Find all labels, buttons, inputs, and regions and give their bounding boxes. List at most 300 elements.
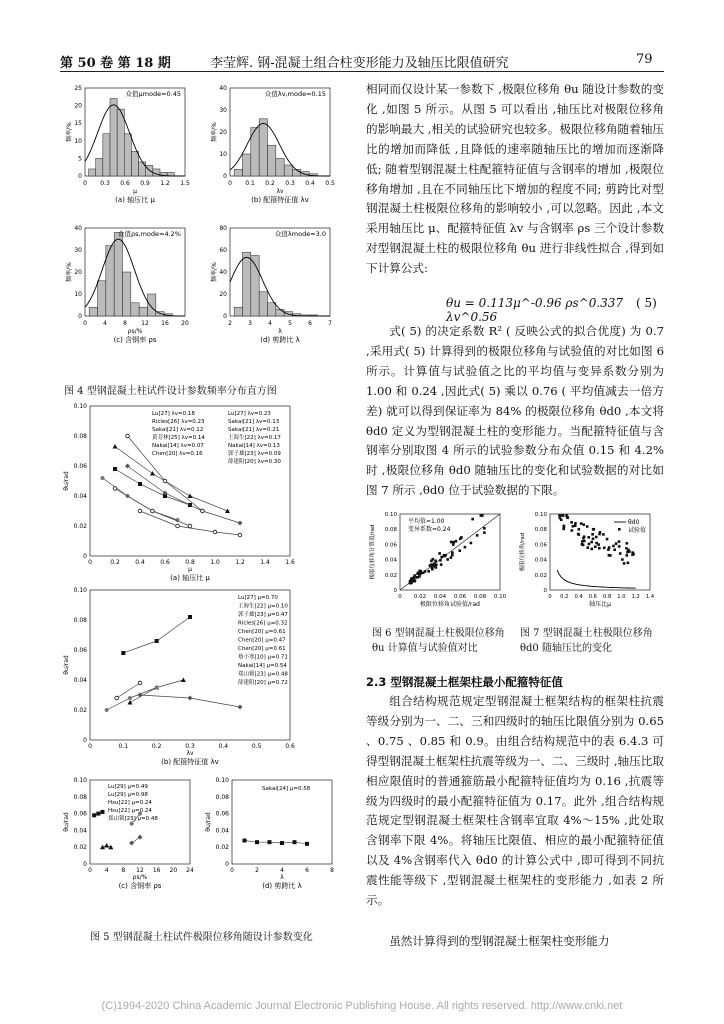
y-tick-label: 0.02 (73, 707, 87, 714)
histogram-bar (148, 294, 156, 316)
y-tick-label: 0.02 (73, 844, 87, 852)
y-tick-label: 0.08 (73, 617, 87, 624)
y-tick-label: 0.08 (215, 793, 229, 801)
x-tick-label: 0.9 (140, 180, 150, 187)
data-point (188, 494, 193, 499)
histogram-bar (276, 309, 284, 316)
x-tick-label: 0 (88, 867, 92, 874)
histogram-a (65, 85, 190, 204)
y-tick-label: 20 (219, 291, 227, 298)
x-tick-label: 0 (83, 180, 87, 187)
data-point (570, 521, 573, 524)
running-title: 李莹辉. 钢-混凝土组合柱变形能力及轴压比限值研究 (210, 56, 509, 71)
x-tick-label: 0.3 (100, 180, 110, 187)
journal-issue: 第 50 卷 第 18 期 (60, 56, 171, 71)
legend-entry: Ricles[26] μ=0.32 (238, 620, 288, 627)
data-point (129, 841, 134, 846)
x-tick-label: 16 (152, 867, 161, 874)
y-axis-label: θu/rad (205, 812, 212, 832)
line-plot (63, 587, 295, 766)
x-tick-label: 16 (161, 320, 169, 327)
x-tick-label: 8 (330, 867, 334, 874)
data-point (615, 542, 618, 545)
y-axis-label: θu/rad (63, 655, 70, 675)
data-point (128, 696, 132, 700)
data-point (104, 843, 109, 848)
subfigure-label: (b) 配箍特征值 λv (251, 196, 309, 204)
x-tick-label: 0.1 (118, 743, 129, 750)
scatter-plot-7 (518, 512, 655, 608)
y-tick-label: 0 (83, 861, 87, 868)
x-tick-label: 1.4 (260, 559, 270, 566)
data-point (155, 639, 159, 643)
y-tick-label: 0.10 (215, 777, 229, 784)
x-tick-label: 0.4 (305, 180, 315, 187)
x-axis-label: λv (186, 750, 194, 757)
x-tick-label: 7 (328, 320, 332, 327)
y-tick-label: 40 (74, 225, 82, 232)
line-plot (63, 403, 295, 582)
data-point (598, 547, 601, 550)
x-tick-label: 6 (308, 320, 312, 327)
data-point (96, 812, 100, 816)
x-tick-label: 0.6 (160, 559, 170, 566)
data-point (452, 543, 455, 546)
data-point (592, 537, 595, 540)
data-point (268, 840, 272, 844)
y-tick-label: 0.10 (73, 403, 87, 410)
histogram-bar (89, 169, 96, 176)
x-tick-label: 0 (83, 320, 87, 327)
subfigure-label: (c) 含钢率 ρs (113, 336, 157, 344)
histogram-bar (103, 134, 110, 176)
y-tick-label: 0.04 (384, 557, 397, 564)
data-point (606, 538, 609, 541)
data-point (238, 705, 243, 710)
data-point (439, 559, 442, 562)
histogram-bar (234, 169, 242, 176)
data-point (607, 548, 610, 551)
legend-entry: 王海生[22] μ=0.10 (238, 603, 288, 610)
data-point (225, 509, 230, 514)
paragraph-4: 虽然计算得到的型钢混凝土框架柱变形能力 (389, 934, 610, 948)
data-point (459, 537, 462, 540)
x-tick-label: 5 (288, 320, 292, 327)
data-point (627, 562, 630, 565)
y-axis-label: 极限位移角/rad (520, 532, 526, 572)
figure-5-caption: 图 5 型钢混凝土柱试件极限位移角随设计参数变化 (90, 932, 313, 943)
mode-label: 众值λv,mode=0.15 (264, 90, 326, 98)
data-point (578, 533, 581, 536)
data-point (201, 509, 205, 513)
y-tick-label: 10 (74, 291, 82, 298)
x-tick-label: 1.2 (235, 559, 245, 566)
histogram-bar (268, 303, 276, 316)
data-point (419, 573, 422, 576)
y-tick-label: 0 (83, 737, 87, 744)
x-tick-label: 0 (88, 743, 92, 750)
x-tick-label: 24 (186, 867, 194, 874)
x-tick-label: 1.0 (210, 559, 220, 566)
data-point (181, 678, 186, 683)
x-tick-label: 8 (123, 320, 127, 327)
theta-d0-curve (557, 570, 636, 588)
histogram-bar (114, 232, 122, 316)
data-point (618, 545, 621, 548)
legend-entry: 郭子雄[23] μ=0.47 (238, 612, 288, 618)
x-tick-label: 0.2 (151, 743, 162, 750)
histogram-bar (259, 119, 267, 176)
histogram-c (65, 225, 189, 344)
x-tick-label: 20 (181, 320, 189, 327)
y-tick-label: 5 (78, 155, 82, 163)
data-point (574, 524, 577, 527)
data-point (626, 542, 629, 545)
legend-entry: Hsu[22] μ=0.24 (108, 808, 152, 814)
legend-entry: Nakai[14] μ=0.54 (238, 663, 287, 669)
data-point (586, 546, 589, 549)
page-number: 79 (636, 52, 653, 67)
x-tick-label: 1.6 (285, 559, 295, 566)
y-tick-label: 0.06 (534, 542, 547, 549)
subfigure-label: (a) 轴压比 μ (170, 574, 210, 582)
y-tick-label: 0.08 (384, 527, 397, 534)
y-tick-label: 0.04 (73, 677, 87, 684)
y-tick-label: 0 (393, 588, 397, 594)
data-point (618, 540, 621, 543)
data-point (138, 482, 142, 486)
data-point (293, 840, 297, 844)
x-tick-label: 1.4 (645, 594, 655, 600)
y-tick-label: 0.04 (215, 827, 229, 835)
data-point (561, 514, 564, 517)
legend-entry: 郑山锁[23] μ=0.48 (108, 816, 158, 822)
y-tick-label: 40 (219, 269, 227, 276)
y-tick-label: 0.02 (384, 572, 397, 579)
data-point (151, 509, 155, 513)
x-axis-label: λ (280, 874, 284, 881)
figure-6 (366, 508, 516, 618)
data-point (593, 528, 596, 531)
data-point (628, 550, 631, 553)
data-point (92, 813, 96, 817)
legend-entry: θd0 (628, 519, 640, 526)
data-point (559, 517, 562, 520)
data-point (416, 572, 419, 575)
legend-entry: Chen[20] λv=0.16 (152, 451, 203, 457)
y-tick-label: 0 (78, 173, 82, 180)
data-point (595, 536, 598, 539)
y-tick-label: 0.06 (73, 647, 87, 654)
subfigure-label: (d) 剪跨比 λ (260, 336, 300, 344)
data-point (464, 546, 467, 549)
x-tick-label: 12 (141, 320, 149, 327)
x-tick-label: 1.5 (180, 180, 190, 187)
data-point (603, 546, 606, 549)
x-tick-label: 0.2 (265, 180, 275, 187)
data-point (188, 524, 192, 528)
legend-entry: Lu[29] μ=0.49 (108, 784, 148, 790)
data-point (440, 563, 443, 566)
mode-label: 众值λmode=3.0 (274, 230, 326, 238)
y-tick-label: 0.06 (73, 810, 87, 818)
equation-body: θu = 0.113μ^-0.96 ρs^0.337 λv^0.56 (446, 296, 624, 324)
x-axis-label: 轴压比μ (589, 601, 611, 608)
scatter-plot-6 (368, 512, 507, 608)
y-tick-label: 0 (225, 861, 229, 868)
data-point (586, 525, 589, 528)
data-point (438, 552, 441, 555)
x-tick-label: 0.6 (588, 594, 597, 600)
data-point (582, 544, 585, 547)
x-tick-label: 0.1 (245, 180, 255, 187)
x-axis-label: ρs/% (132, 874, 148, 881)
data-point (431, 568, 434, 571)
x-tick-label: 0.3 (185, 743, 195, 750)
y-axis-label: θu/rad (63, 812, 70, 832)
data-point (590, 548, 593, 551)
data-point (602, 533, 605, 536)
y-tick-label: 0 (223, 173, 227, 180)
data-point (566, 516, 569, 519)
histogram-bar (259, 292, 267, 316)
data-point (150, 471, 155, 476)
y-tick-label: 0.02 (73, 523, 87, 530)
x-tick-label: 0.2 (110, 559, 120, 566)
legend-entry: 薛建阳[20] λv=0.30 (228, 459, 281, 465)
subfigure-label: (c) 含钢率 ρs (118, 882, 162, 890)
legend-entry: Chen[20] μ=0.61 (238, 646, 286, 652)
x-tick-label: 6 (305, 867, 309, 874)
data-point (188, 696, 193, 701)
x-tick-label: 0.3 (285, 180, 295, 187)
y-axis-label: θu/rad (63, 471, 70, 491)
data-point (125, 464, 130, 469)
legend-entry: Chen[20] μ=0.61 (238, 629, 286, 635)
legend-entry: 黄芳林[25] λv=0.14 (152, 435, 205, 441)
x-tick-label: 4 (268, 320, 272, 327)
y-tick-label: 0.10 (384, 512, 397, 518)
data-point (138, 835, 143, 840)
data-point (572, 525, 575, 528)
legend-entry: Lu[29] μ=0.98 (108, 792, 148, 798)
y-tick-label: 10 (74, 137, 82, 145)
data-point (238, 533, 242, 537)
y-axis-label: 频率/% (66, 262, 73, 282)
data-point (280, 841, 284, 845)
data-point (588, 543, 591, 546)
data-point (483, 527, 486, 530)
y-axis-label: 频率/% (211, 122, 218, 142)
line-plot (63, 777, 194, 890)
legend-entry: Lu[27] λv=0.18 (152, 411, 195, 417)
data-point (450, 556, 453, 559)
data-point (434, 559, 437, 562)
legend-entry: Hsu[22] μ=0.24 (108, 800, 152, 806)
data-point (113, 487, 117, 491)
y-tick-label: 0 (543, 588, 547, 594)
mode-label: 众值ρs,mode=4.2% (118, 230, 181, 238)
data-point (138, 509, 142, 513)
y-tick-label: 0.04 (73, 827, 87, 835)
data-point (138, 681, 142, 685)
mode-label: 众值μmode=0.45 (125, 90, 181, 98)
y-tick-label: 0.10 (534, 512, 547, 518)
plot-frame (232, 780, 332, 864)
x-tick-label: 0.4 (135, 559, 145, 566)
data-point (578, 528, 581, 531)
histogram-bar (98, 281, 106, 316)
data-point (255, 840, 259, 844)
data-point (440, 556, 443, 559)
line-plot (205, 777, 334, 890)
data-point (433, 562, 436, 565)
y-tick-label: 0.08 (534, 527, 547, 534)
x-tick-label: 12 (136, 867, 144, 874)
x-tick-label: 0.08 (473, 594, 487, 600)
data-point (582, 523, 585, 526)
data-point (625, 547, 628, 550)
data-point (446, 558, 449, 561)
data-point (483, 531, 486, 534)
data-point (435, 566, 438, 569)
histogram-bar (131, 151, 138, 176)
y-tick-label: 20 (219, 129, 227, 136)
x-tick-label: 0 (548, 594, 552, 600)
legend-entry: Sakai[24] μ=0.58 (262, 786, 311, 792)
x-tick-label: 1.2 (631, 594, 640, 600)
data-point (243, 838, 247, 842)
data-point (609, 554, 612, 557)
series-line (123, 617, 190, 653)
x-tick-label: 1.0 (617, 594, 626, 600)
x-tick-label: 2 (228, 320, 232, 327)
copyright-footer: (C)1994-2020 China Academic Journal Electronic Publishing House. All rights reserved. http://www.cnki.net (101, 1000, 623, 1012)
y-tick-label: 0.06 (73, 463, 87, 470)
data-point (305, 842, 309, 846)
histogram-bar (276, 158, 284, 176)
series-line (245, 841, 308, 844)
histogram-b (210, 85, 335, 204)
y-axis-label: 频率/% (66, 122, 73, 142)
histogram-bar (243, 154, 251, 176)
legend-entry: Nakai[14] λv=0.13 (228, 443, 280, 449)
data-point (416, 576, 419, 579)
x-tick-label: 0.4 (218, 743, 229, 750)
x-tick-label: 0.5 (251, 743, 262, 750)
legend-entry: Sakai[21] λv=0.13 (228, 419, 280, 425)
y-tick-label: 20 (74, 269, 82, 276)
data-point (590, 541, 593, 544)
x-tick-label: 4 (280, 867, 284, 874)
y-tick-label: 0 (78, 313, 82, 320)
x-axis-label: 极限位移角试验值/rad (420, 601, 480, 608)
y-tick-label: 0.08 (73, 433, 87, 440)
data-point (101, 810, 105, 814)
y-tick-label: 0.04 (534, 557, 547, 564)
y-tick-label: 0.06 (215, 810, 229, 818)
data-point (188, 615, 192, 619)
data-point (130, 822, 134, 826)
histogram-bar (123, 272, 131, 316)
section-heading: 2.3 型钢混凝土框架柱最小配箍特征值 (366, 675, 563, 689)
figure-4 (60, 80, 350, 370)
data-point (427, 570, 430, 573)
x-tick-label: 0 (88, 559, 92, 566)
data-point (582, 537, 585, 540)
y-tick-label: 10 (219, 151, 227, 158)
data-point (113, 444, 118, 449)
figure-4-caption: 图 4 型钢混凝土柱试件设计参数频率分布直方图 (64, 386, 277, 397)
x-axis-label: λ (278, 328, 282, 335)
data-point (422, 571, 425, 574)
data-point (587, 536, 590, 539)
legend-entry: 薛建阳[20] μ=0.72 (238, 680, 288, 686)
x-tick-label: 0.6 (120, 180, 130, 187)
y-tick-label: 0.02 (215, 844, 229, 852)
data-point (599, 531, 602, 534)
legend-entry: Chen[20] μ=0.47 (238, 637, 286, 644)
data-point (450, 541, 453, 544)
histogram-bar (131, 303, 139, 316)
x-tick-label: 0 (228, 180, 232, 187)
x-tick-label: 1.2 (160, 180, 170, 187)
x-tick-label: 20 (169, 867, 178, 874)
annotation-mean: 平均值=1.00 (408, 518, 445, 525)
series-line (128, 466, 241, 523)
data-point (613, 548, 616, 551)
data-point (443, 554, 446, 557)
x-tick-label: 0 (230, 867, 234, 874)
data-point (101, 476, 105, 480)
histogram-bar (89, 307, 97, 316)
data-point (126, 434, 130, 438)
legend-entry: 试验值 (628, 527, 647, 534)
data-point (581, 540, 584, 543)
histogram-bar (284, 165, 292, 176)
legend-entry: 蔡小寒[10] μ=0.71 (238, 654, 288, 661)
legend-entry: Lu[27] λv=0.23 (228, 411, 271, 417)
legend-entry: 郑山锁[23] μ=0.48 (238, 671, 288, 678)
y-tick-label: 20 (74, 102, 82, 110)
x-axis-label: ρs/% (127, 328, 143, 335)
histogram-bar (243, 252, 251, 316)
y-tick-label: 0 (223, 313, 227, 320)
y-tick-label: 0.08 (73, 793, 87, 801)
legend-entry: Sakai[21] λv=0.12 (152, 427, 204, 433)
data-point (418, 570, 421, 573)
paragraph-2: 式( 5) 的决定系数 R² ( 反映公式的拟合优度) 为 0.7 ,采用式( 5) 计算得到的极限位移角与试验值的对比如图 6 所示。计算值与试验值之比的平均值与变异系数分别为 1.00 和 0.24 ,因此式( 5) 乘以 0.76 ( 平均值减去一倍方差) 就可以得到保证率为 84% 的极限位移角 θd0 ,本文将 θd0 定义为型钢混凝土柱的变形能力。当配箍特征值与含钢率分别取图 4 所示的试验参数分布众值 0.15 和 4.2% 时 ,极限位移角 θd0 随轴压比的变化和试验数据的对比如图 7 所示 ,θd0 位于试验数据的下限。 (366, 324, 664, 498)
y-tick-label: 25 (74, 85, 82, 92)
subfigure-label: (a) 轴压比 μ (115, 196, 155, 204)
x-tick-label: 0.06 (453, 594, 467, 600)
subfigure-label: (d) 剪跨比 λ (262, 882, 302, 890)
legend-entry: 郭子雄[23] λv=0.09 (228, 451, 281, 457)
data-point (455, 540, 458, 543)
histogram-bar (268, 145, 276, 176)
x-tick-label: 2 (255, 867, 259, 874)
y-tick-label: 30 (74, 247, 82, 254)
data-point (155, 686, 159, 690)
data-point (574, 522, 577, 525)
y-tick-label: 30 (219, 107, 227, 114)
data-point (619, 552, 622, 555)
y-tick-label: 40 (219, 85, 227, 92)
y-tick-label: 0.10 (73, 587, 87, 594)
data-point (625, 554, 628, 557)
paragraph-3: 组合结构规范规定型钢混凝土框架结构的框架柱抗震等级分别为一、二、三和四级时的轴压比限值分别为 0.65 、0.75 、0.85 和 0.9。由组合结构规范中的表 6.4.3 可得型钢混凝土框架柱抗震等级为一、二、三级时 ,轴压比取相应限值时的普通箍筋最小配箍特征值均为 0.16 ,抗震等级为四级时的最小配箍特征值为 0.17。此外 ,组合结构规范规定型钢混凝土框架柱含钢率宜取 4%～15% ,此处取含钢率下限 4%。将轴压比限值、相应的最小配箍特征值以及 4%含钢率代入 θd0 的计算公式中 ,即可得到不同抗震性能等级下 ,型钢混凝土框架柱的变形能力 ,如表 2 所示。 (366, 694, 664, 908)
histogram-bar (124, 134, 131, 176)
